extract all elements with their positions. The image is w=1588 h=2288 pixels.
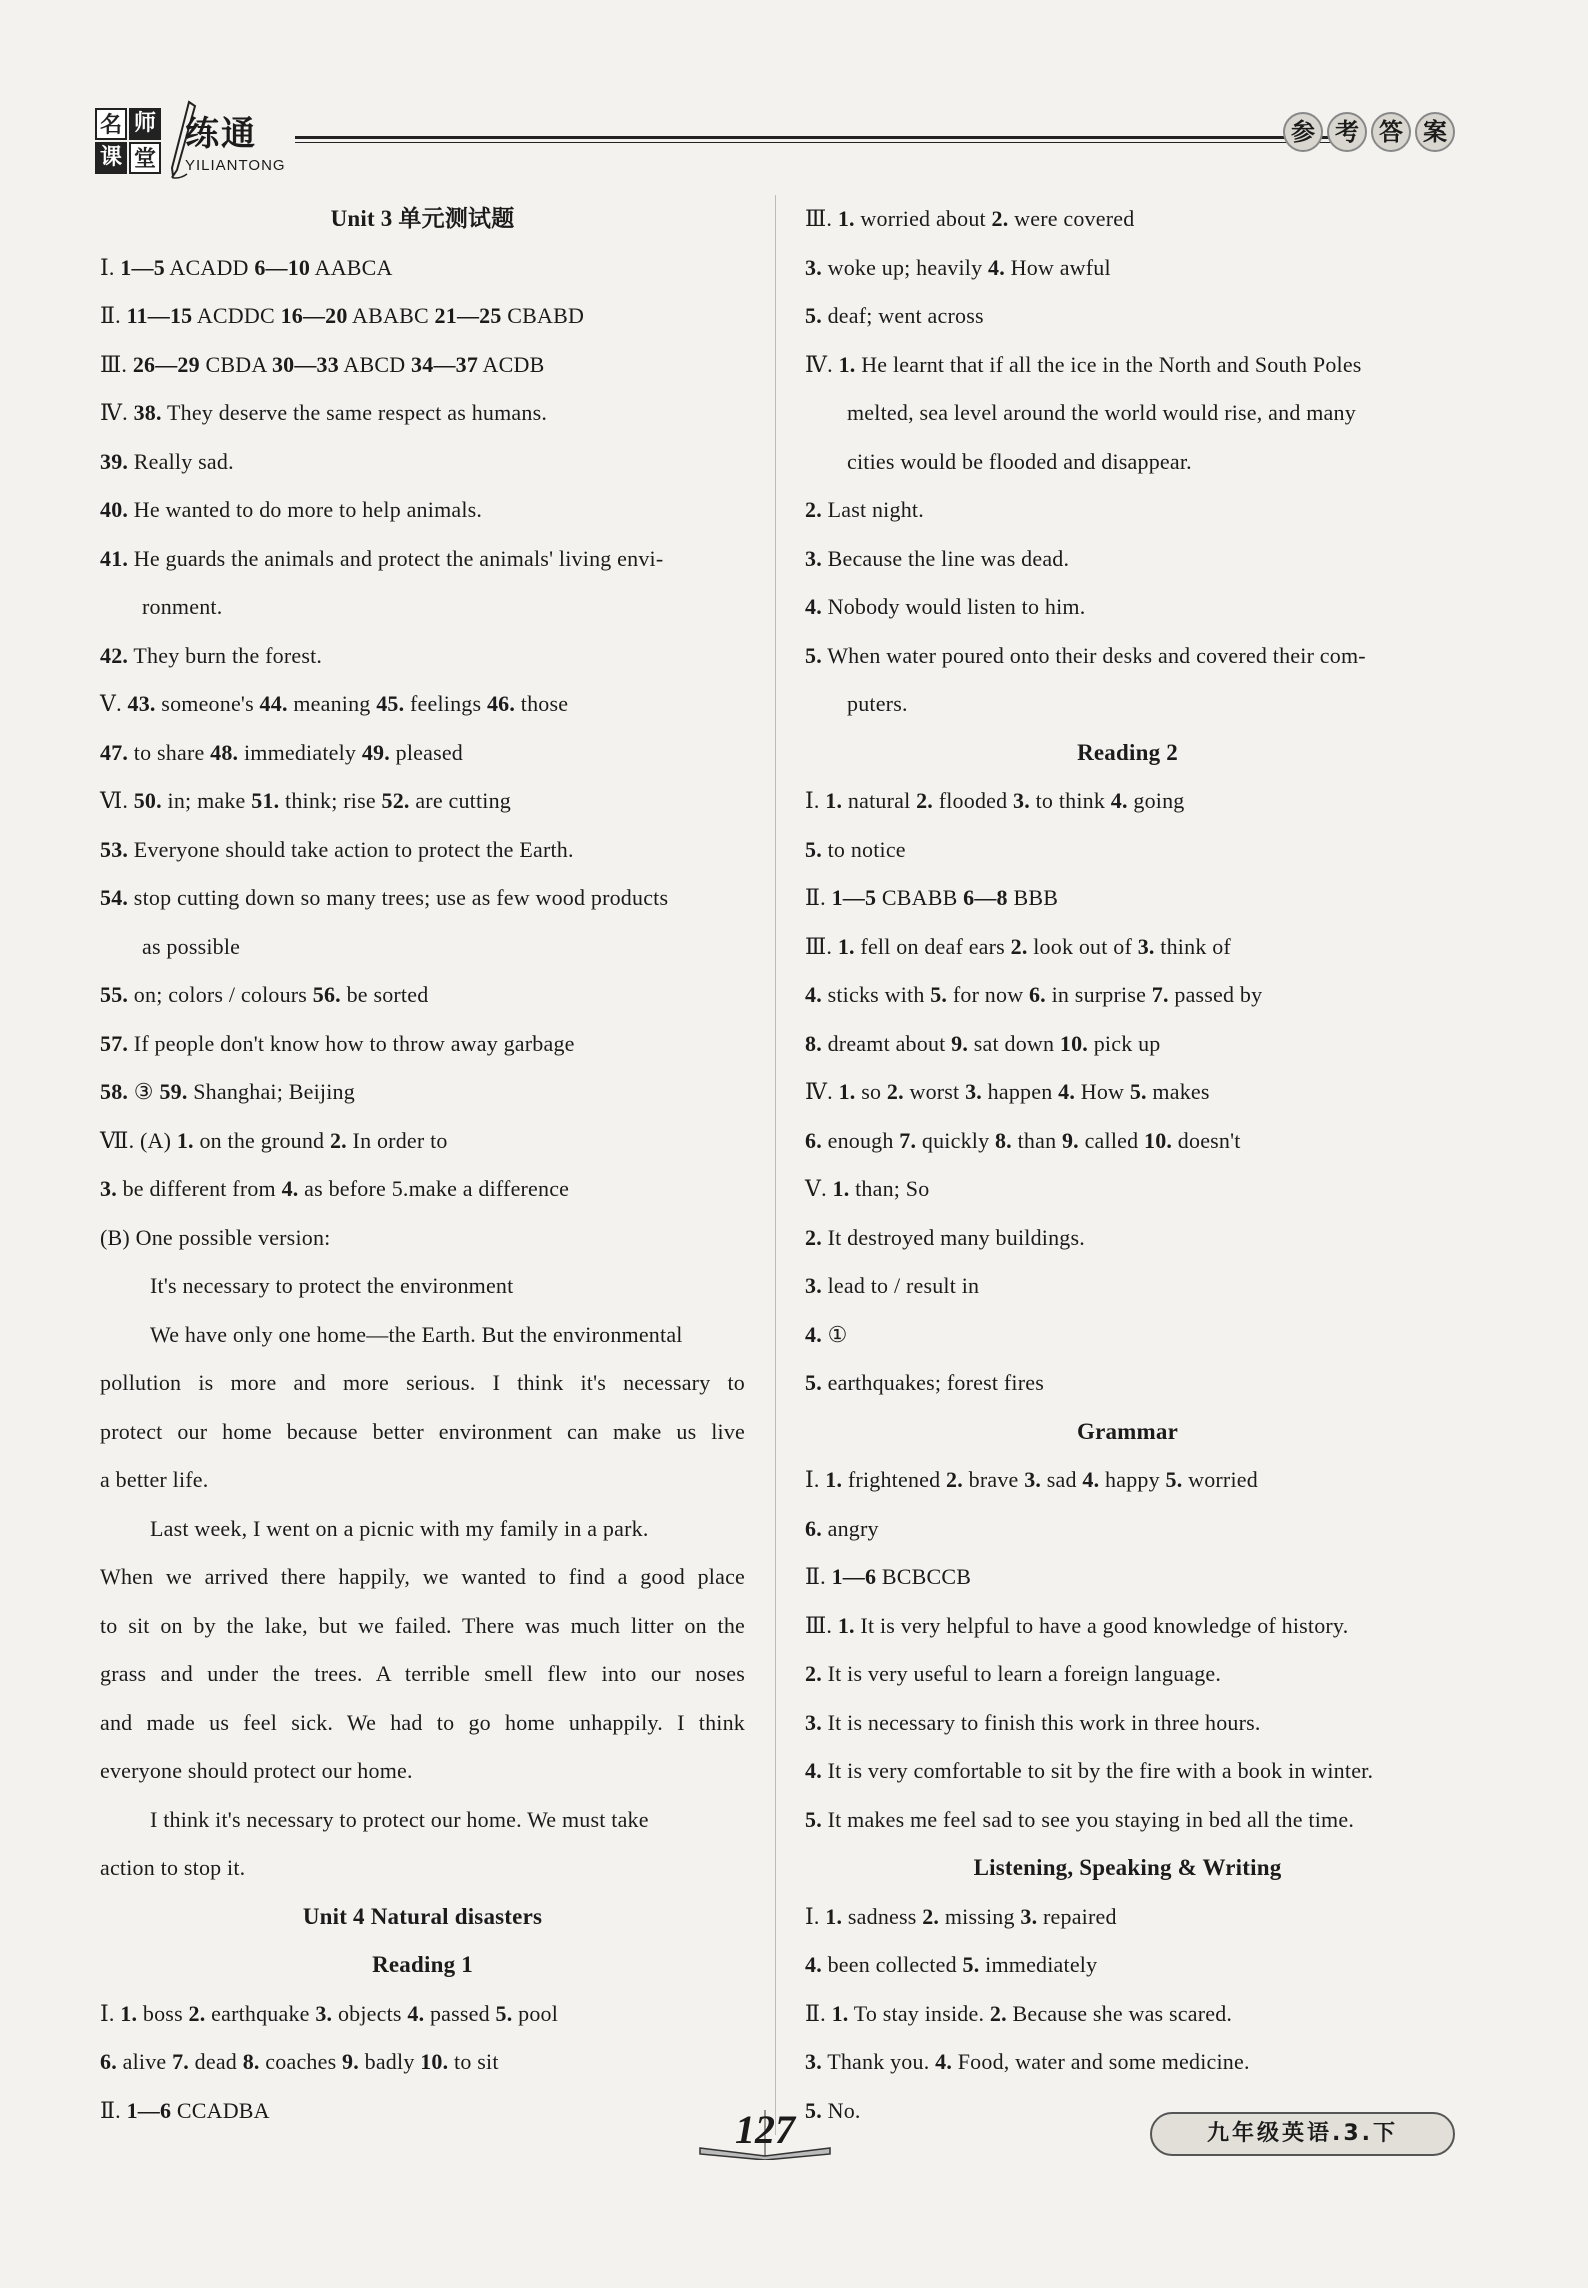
logo-char-2: 师 bbox=[129, 108, 161, 140]
answer-line: Ⅰ. 1. sadness 2. missing 3. repaired bbox=[805, 1903, 1117, 1929]
answer-line: Ⅱ. 1. To stay inside. 2. Because she was scared. bbox=[805, 2000, 1233, 2026]
left-column bbox=[100, 195, 745, 2135]
section-char: 参 bbox=[1283, 112, 1323, 152]
answer-line: 47. to share 48. immediately 49. pleased bbox=[100, 739, 464, 765]
answer-line: Ⅲ. 26—29 CBDA 30—33 ABCD 34—37 ACDB bbox=[100, 351, 545, 377]
answer-line: pollution is more and more serious. I think it's necessary to bbox=[100, 1370, 745, 1395]
answer-line: Last week, I went on a picnic with my family in a park. bbox=[150, 1515, 649, 1541]
column-divider bbox=[775, 195, 776, 2135]
header-rule bbox=[295, 136, 1345, 139]
brand bbox=[185, 106, 286, 174]
answer-line: Ⅳ. 1. He learnt that if all the ice in the North and South Poles bbox=[805, 351, 1362, 377]
answer-line: Ⅰ. 1—5 ACADD 6—10 AABCA bbox=[100, 254, 393, 280]
answer-line: 3. woke up; heavily 4. How awful bbox=[805, 254, 1111, 280]
section-char: 答 bbox=[1371, 112, 1411, 152]
page-header bbox=[95, 100, 1455, 190]
answer-line: 4. Nobody would listen to him. bbox=[805, 594, 1086, 619]
answer-line: Ⅲ. 1. It is very helpful to have a good knowledge of history. bbox=[805, 1612, 1349, 1638]
answer-line: When we arrived there happily, we wanted to find a good place bbox=[100, 1564, 745, 1589]
answer-line: 54. stop cutting down so many trees; use as few wood products bbox=[100, 885, 669, 910]
answer-line: 6. alive 7. dead 8. coaches 9. badly 10. to sit bbox=[100, 2049, 499, 2074]
answer-line: 3. Because the line was dead. bbox=[805, 545, 1070, 571]
brand-title: 练通 bbox=[185, 114, 257, 154]
answer-line: 5. earthquakes; forest fires bbox=[805, 1370, 1044, 1395]
section-heading: Reading 1 bbox=[372, 1952, 473, 1977]
answer-line: 5. No. bbox=[805, 2097, 861, 2123]
answer-line: 55. on; colors / colours 56. be sorted bbox=[100, 982, 429, 1007]
answer-line: Ⅰ. 1. boss 2. earthquake 3. objects 4. passed 5. pool bbox=[100, 2000, 559, 2026]
answer-line: ronment. bbox=[142, 594, 223, 619]
answer-line: everyone should protect our home. bbox=[100, 1758, 413, 1783]
answer-line: Ⅱ. 1—6 CCADBA bbox=[100, 2097, 270, 2123]
answer-line: a better life. bbox=[100, 1467, 209, 1492]
answer-line: Ⅴ. 1. than; So bbox=[805, 1176, 930, 1201]
logo-char-4: 堂 bbox=[129, 142, 161, 174]
answer-line: I think it's necessary to protect our home. We must take bbox=[150, 1806, 649, 1832]
answer-line: 3. be different from 4. as before 5.make a difference bbox=[100, 1176, 570, 1201]
header-rule-thin bbox=[295, 142, 1345, 143]
answer-line: cities would be flooded and disappear. bbox=[847, 448, 1192, 474]
logo-char-3: 课 bbox=[95, 142, 127, 174]
answer-line: 5. to notice bbox=[805, 836, 906, 862]
answer-line: 4. sticks with 5. for now 6. in surprise 7. passed by bbox=[805, 982, 1263, 1007]
publisher-logo bbox=[95, 108, 165, 178]
page-number: 127 bbox=[735, 2107, 795, 2152]
answer-line: Ⅱ. 1—6 BCBCCB bbox=[805, 1564, 972, 1589]
answer-line: 41. He guards the animals and protect the animals' living envi- bbox=[100, 545, 664, 571]
answer-line: Ⅶ. (A) 1. on the ground 2. In order to bbox=[100, 1127, 448, 1153]
answer-line: 4. It is very comfortable to sit by the fire with a book in winter. bbox=[805, 1758, 1374, 1783]
answer-line: grass and under the trees. A terrible smell flew into our noses bbox=[100, 1661, 745, 1686]
answer-line: 2. It is very useful to learn a foreign language. bbox=[805, 1661, 1222, 1686]
answer-line: 2. It destroyed many buildings. bbox=[805, 1224, 1085, 1250]
answer-line: to sit on by the lake, but we failed. There was much litter on the bbox=[100, 1612, 745, 1638]
section-heading: Grammar bbox=[1076, 1418, 1179, 1444]
answer-line: 3. Thank you. 4. Food, water and some medicine. bbox=[805, 2049, 1250, 2074]
right-column bbox=[805, 195, 1450, 2135]
section-heading: Listening, Speaking & Writing bbox=[973, 1855, 1282, 1880]
answer-line: and made us feel sick. We had to go home unhappily. I think bbox=[100, 1709, 745, 1735]
answer-line: Ⅱ. 11—15 ACDDC 16—20 ABABC 21—25 CBABD bbox=[100, 303, 585, 328]
answer-line: We have only one home—the Earth. But the environmental bbox=[150, 1321, 683, 1347]
answer-line: 5. deaf; went across bbox=[805, 303, 984, 328]
answer-line: 53. Everyone should take action to protect the Earth. bbox=[100, 836, 574, 862]
grade-label: 九年级英语.3.下 bbox=[1150, 2112, 1455, 2156]
answer-line: 6. angry bbox=[805, 1515, 879, 1541]
answer-line: Ⅱ. 1—5 CBABB 6—8 BBB bbox=[805, 885, 1059, 910]
answer-line: 8. dreamt about 9. sat down 10. pick up bbox=[805, 1030, 1161, 1056]
answer-line: Ⅰ. 1. natural 2. flooded 3. to think 4. going bbox=[805, 788, 1185, 813]
answer-line: 4. ① bbox=[805, 1321, 848, 1347]
answer-line: Ⅰ. 1. frightened 2. brave 3. sad 4. happy 5. worried bbox=[805, 1467, 1258, 1492]
answer-line: 5. It makes me feel sad to see you staying in bed all the time. bbox=[805, 1806, 1355, 1832]
answer-line: Ⅲ. 1. fell on deaf ears 2. look out of 3. think of bbox=[805, 933, 1231, 959]
answer-line: 40. He wanted to do more to help animals. bbox=[100, 497, 483, 522]
answer-line: Ⅵ. 50. in; make 51. think; rise 52. are cutting bbox=[100, 788, 511, 813]
section-char: 考 bbox=[1327, 112, 1367, 152]
answer-line: Ⅳ. 1. so 2. worst 3. happen 4. How 5. makes bbox=[805, 1079, 1210, 1104]
answer-line: Ⅴ. 43. someone's 44. meaning 45. feelings 46. those bbox=[100, 691, 569, 716]
logo-char-1: 名 bbox=[95, 108, 127, 140]
answer-line: Ⅲ. 1. worried about 2. were covered bbox=[805, 206, 1135, 231]
section-badge bbox=[1283, 112, 1455, 152]
answer-line: 39. Really sad. bbox=[100, 448, 234, 474]
answer-line: puters. bbox=[847, 691, 908, 716]
answer-line: 3. It is necessary to finish this work in three hours. bbox=[805, 1709, 1261, 1735]
answer-line: (B) One possible version: bbox=[100, 1224, 331, 1250]
section-heading: Unit 4 Natural disasters bbox=[302, 1903, 543, 1929]
answer-line: 57. If people don't know how to throw away garbage bbox=[100, 1030, 575, 1056]
answer-line: as possible bbox=[142, 933, 241, 959]
brand-subtitle: YILIANTONG bbox=[185, 157, 286, 174]
section-heading: Unit 3 单元测试题 bbox=[330, 206, 515, 231]
answer-line: 5. When water poured onto their desks and covered their com- bbox=[805, 642, 1366, 668]
answer-line: It's necessary to protect the environment bbox=[150, 1273, 514, 1298]
answer-line: protect our home because better environment can make us live bbox=[100, 1418, 745, 1444]
answer-line: 42. They burn the forest. bbox=[100, 642, 323, 668]
answer-line: 4. been collected 5. immediately bbox=[805, 1952, 1098, 1977]
answer-line: 6. enough 7. quickly 8. than 9. called 10. doesn't bbox=[805, 1127, 1241, 1153]
answer-line: Ⅳ. 38. They deserve the same respect as humans. bbox=[100, 400, 548, 425]
answer-line: 2. Last night. bbox=[805, 497, 924, 522]
answer-line: 3. lead to / result in bbox=[805, 1273, 980, 1298]
answer-line: action to stop it. bbox=[100, 1855, 246, 1880]
section-char: 案 bbox=[1415, 112, 1455, 152]
answer-line: melted, sea level around the world would rise, and many bbox=[847, 400, 1356, 425]
section-heading: Reading 2 bbox=[1077, 739, 1178, 765]
answer-line: 58. ③ 59. Shanghai; Beijing bbox=[100, 1079, 355, 1104]
